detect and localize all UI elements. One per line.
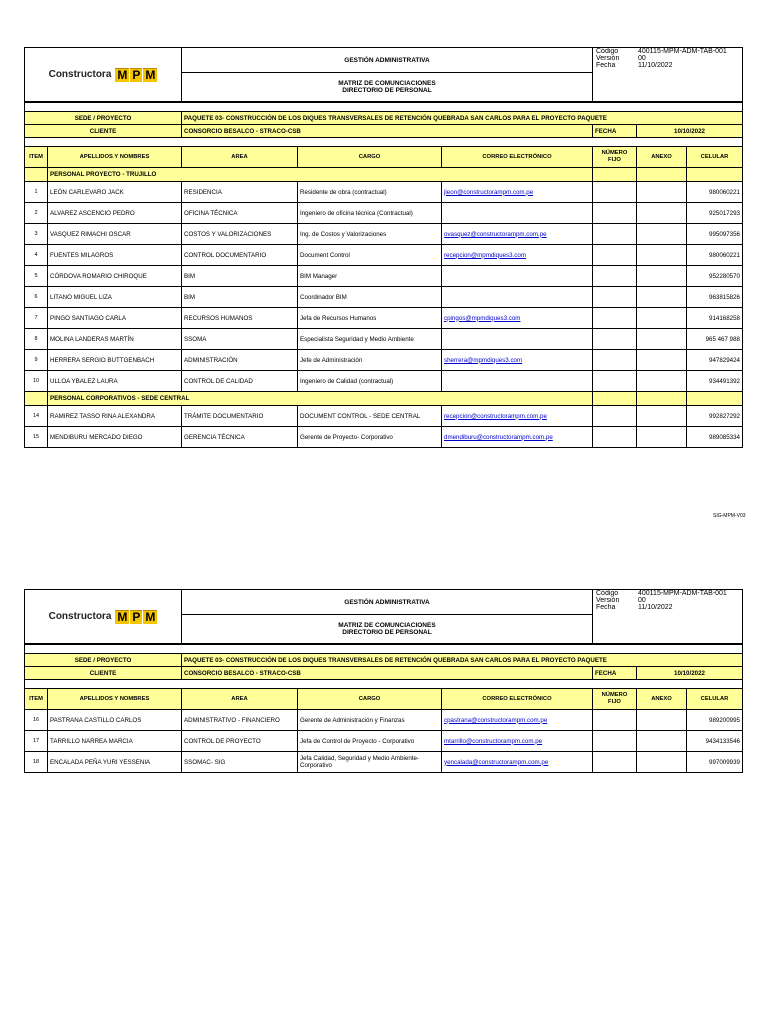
cell-anexo bbox=[637, 245, 687, 266]
cell-correo bbox=[442, 287, 593, 308]
cell-nombre: ALVAREZ ASCENCIO PEDRO bbox=[48, 203, 182, 224]
cell-celular: 992827292 bbox=[687, 406, 743, 427]
email-link[interactable]: dmendiburu@constructorampm.com.pe bbox=[444, 433, 553, 441]
table-row bbox=[25, 371, 743, 392]
company-logo bbox=[25, 590, 182, 644]
group-title: PERSONAL CORPORATIVOS - SEDE CENTRAL bbox=[48, 392, 593, 406]
cell-celular: 989200995 bbox=[687, 710, 743, 731]
cell-nombre: TARRILLO NARREA MARCIA bbox=[48, 731, 182, 752]
cell-cargo: Gerente de Administración y Finanzas bbox=[298, 710, 442, 731]
cell-item: 8 bbox=[25, 329, 48, 350]
cell-area: CONTROL DE PROYECTO bbox=[182, 731, 298, 752]
cell-cargo: Ingeniero de Calidad (contractual) bbox=[298, 371, 442, 392]
document-header-2 bbox=[24, 589, 743, 644]
fecha-project-value: 10/10/2022 bbox=[637, 125, 743, 138]
email-link[interactable]: ovasquez@constructorampm.com.pe bbox=[444, 230, 547, 238]
cell-anexo bbox=[637, 203, 687, 224]
rows-central bbox=[25, 406, 743, 448]
cell-item: 15 bbox=[25, 427, 48, 448]
group-row-central bbox=[25, 392, 743, 406]
table-row bbox=[25, 245, 743, 266]
cell-cargo: Coordinador BIM bbox=[298, 287, 442, 308]
cell-cargo: Document Control bbox=[298, 245, 442, 266]
col-fijo: NÚMERO FIJO bbox=[593, 689, 637, 710]
cell-cargo: Jefe de Administración bbox=[298, 350, 442, 371]
cell-area: CONTROL DOCUMENTARIO bbox=[182, 245, 298, 266]
cell-celular: 952280570 bbox=[687, 266, 743, 287]
cell-anexo bbox=[637, 350, 687, 371]
directory-table-2 bbox=[24, 644, 743, 773]
cell-cargo: BIM Manager bbox=[298, 266, 442, 287]
cliente-value: CONSORCIO BESALCO - STRACO-CSB bbox=[182, 667, 593, 680]
col-fijo: NÚMERO FIJO bbox=[593, 147, 637, 168]
mpm-logo-mark bbox=[115, 68, 157, 82]
department-title: GESTIÓN ADMINISTRATIVA bbox=[182, 590, 593, 615]
cell-fijo bbox=[593, 224, 637, 245]
cliente-label: CLIENTE bbox=[25, 125, 182, 138]
cell-fijo bbox=[593, 308, 637, 329]
cell-nombre: RAMIREZ TASSO RINA ALEXANDRA bbox=[48, 406, 182, 427]
cell-nombre: FUENTES MILAGROS bbox=[48, 245, 182, 266]
fecha-label: Fecha bbox=[596, 604, 616, 611]
title-line-1: MATRIZ DE COMUNCIACIONES bbox=[338, 80, 436, 87]
cell-nombre: VASQUEZ RIMACHI OSCAR bbox=[48, 224, 182, 245]
cell-nombre: ULLOA YBALEZ LAURA bbox=[48, 371, 182, 392]
codigo-value: 400115-MPM-ADM-TAB-001 bbox=[638, 48, 727, 55]
logo-letter: P bbox=[132, 609, 141, 624]
logo-letter: M bbox=[145, 609, 156, 624]
email-link[interactable]: recepcion@mpmdiques3.com bbox=[444, 251, 526, 259]
cell-item: 2 bbox=[25, 203, 48, 224]
cell-correo bbox=[442, 371, 593, 392]
cell-cargo: Ingeniero de oficina técnica (Contractual) bbox=[298, 203, 442, 224]
cell-nombre: LEÓN CARLEVARO JACK bbox=[48, 182, 182, 203]
col-celular: CELULAR bbox=[687, 147, 743, 168]
title-line-2: DIRECTORIO DE PERSONAL bbox=[342, 629, 432, 636]
cell-celular: 914168258 bbox=[687, 308, 743, 329]
document-header bbox=[24, 47, 743, 102]
column-header-row bbox=[25, 689, 743, 710]
col-cargo: CARGO bbox=[298, 689, 442, 710]
col-correo: CORREO ELECTRÓNICO bbox=[442, 689, 593, 710]
col-item: ITEM bbox=[25, 147, 48, 168]
cell-correo bbox=[442, 245, 593, 266]
cell-anexo bbox=[637, 287, 687, 308]
cell-celular: 989085334 bbox=[687, 427, 743, 448]
cell-cargo: Jefa de Recursos Humanos bbox=[298, 308, 442, 329]
cell-area: RECURSOS HUMANOS bbox=[182, 308, 298, 329]
cell-cargo: Especialista Seguridad y Medio Ambiente bbox=[298, 329, 442, 350]
cell-item: 6 bbox=[25, 287, 48, 308]
cliente-value: CONSORCIO BESALCO - STRACO-CSB bbox=[182, 125, 593, 138]
company-name: Constructora bbox=[48, 611, 112, 622]
col-item: ITEM bbox=[25, 689, 48, 710]
cell-area: SSOMA bbox=[182, 329, 298, 350]
codigo-label: Código bbox=[596, 590, 619, 597]
logo-letter: M bbox=[117, 609, 128, 624]
cell-item: 18 bbox=[25, 752, 48, 773]
sede-label: SEDE / PROYECTO bbox=[25, 112, 182, 125]
cell-fijo bbox=[593, 406, 637, 427]
cell-nombre: HERRERA SERGIO BUTTGENBACH bbox=[48, 350, 182, 371]
cell-anexo bbox=[637, 224, 687, 245]
cell-anexo bbox=[637, 731, 687, 752]
cell-area: TRÁMITE DOCUMENTARIO bbox=[182, 406, 298, 427]
cell-item: 3 bbox=[25, 224, 48, 245]
cell-fijo bbox=[593, 329, 637, 350]
col-nombres: APELLIDOS Y NOMBRES bbox=[48, 689, 182, 710]
table-row bbox=[25, 427, 743, 448]
group-row-trujillo bbox=[25, 168, 743, 182]
email-link[interactable]: sherrera@mpmdiques3.com bbox=[444, 356, 523, 364]
table-row bbox=[25, 266, 743, 287]
cell-correo bbox=[442, 182, 593, 203]
company-name: Constructora bbox=[48, 69, 112, 80]
cell-celular: 947829424 bbox=[687, 350, 743, 371]
cell-area: BIM bbox=[182, 266, 298, 287]
title-line-1: MATRIZ DE COMUNCIACIONES bbox=[338, 622, 436, 629]
cell-item: 14 bbox=[25, 406, 48, 427]
cell-fijo bbox=[593, 245, 637, 266]
table-row bbox=[25, 731, 743, 752]
cell-item: 10 bbox=[25, 371, 48, 392]
cell-area: CONTROL DE CALIDAD bbox=[182, 371, 298, 392]
cell-fijo bbox=[593, 287, 637, 308]
cell-area: OFICINA TÉCNICA bbox=[182, 203, 298, 224]
sede-value: PAQUETE 03- CONSTRUCCIÓN DE LOS DIQUES TRANSVERSALES DE RETENCIÓN QUEBRADA SAN CARLOS PARA EL PROYECTO PAQUETE bbox=[182, 654, 743, 667]
cell-cargo: Jefa Calidad, Seguridad y Medio Ambiente- Corporativo bbox=[298, 752, 442, 773]
cell-item: 17 bbox=[25, 731, 48, 752]
col-cargo: CARGO bbox=[298, 147, 442, 168]
col-nombres: APELLIDOS Y NOMBRES bbox=[48, 147, 182, 168]
cell-nombre: CÓRDOVA ROMARIO CHIROQUE bbox=[48, 266, 182, 287]
table-row bbox=[25, 287, 743, 308]
cell-nombre: PASTRANA CASTILLO CARLOS bbox=[48, 710, 182, 731]
cell-correo bbox=[442, 329, 593, 350]
column-header-row bbox=[25, 147, 743, 168]
cell-correo bbox=[442, 266, 593, 287]
cell-area: GERENCIA TÉCNICA bbox=[182, 427, 298, 448]
cell-area: BIM bbox=[182, 287, 298, 308]
cell-area: ADMINISTRATIVO - FINANCIERO bbox=[182, 710, 298, 731]
cell-fijo bbox=[593, 752, 637, 773]
cell-cargo: Residente de obra (contractual) bbox=[298, 182, 442, 203]
cell-item: 4 bbox=[25, 245, 48, 266]
cell-anexo bbox=[637, 371, 687, 392]
cell-fijo bbox=[593, 266, 637, 287]
mpm-logo-mark bbox=[115, 610, 157, 624]
cell-fijo bbox=[593, 350, 637, 371]
logo-letter: M bbox=[117, 67, 128, 82]
sede-label: SEDE / PROYECTO bbox=[25, 654, 182, 667]
cell-item: 9 bbox=[25, 350, 48, 371]
cell-nombre: LITANO MIGUEL LIZA bbox=[48, 287, 182, 308]
document-meta bbox=[593, 48, 743, 102]
col-celular: CELULAR bbox=[687, 689, 743, 710]
table-row bbox=[25, 203, 743, 224]
cell-anexo bbox=[637, 406, 687, 427]
cell-nombre: MENDIBURU MERCADO DIEGO bbox=[48, 427, 182, 448]
rows-page-2 bbox=[25, 710, 743, 773]
version-value: 00 bbox=[638, 55, 646, 62]
cell-fijo bbox=[593, 427, 637, 448]
cell-correo bbox=[442, 406, 593, 427]
cell-area: COSTOS Y VALORIZACIONES bbox=[182, 224, 298, 245]
document-meta bbox=[593, 590, 743, 644]
cell-celular: 963815826 bbox=[687, 287, 743, 308]
logo-letter: P bbox=[132, 67, 141, 82]
cell-area: ADMINISTRACIÓN bbox=[182, 350, 298, 371]
col-area: AREA bbox=[182, 147, 298, 168]
col-anexo: ANEXO bbox=[637, 689, 687, 710]
document-title bbox=[182, 615, 593, 644]
cell-fijo bbox=[593, 731, 637, 752]
cell-anexo bbox=[637, 308, 687, 329]
cell-cargo: Jefa de Control de Proyecto - Corporativo bbox=[298, 731, 442, 752]
rows-trujillo bbox=[25, 182, 743, 392]
cell-anexo bbox=[637, 752, 687, 773]
cell-cargo: Ing. de Costos y Valorizaciones bbox=[298, 224, 442, 245]
cell-anexo bbox=[637, 329, 687, 350]
email-link[interactable]: yencalada@constructorampm.com.pe bbox=[444, 758, 549, 766]
cell-celular: 980060221 bbox=[687, 245, 743, 266]
cell-nombre: ENCALADA PEÑA YURI YESSENIA bbox=[48, 752, 182, 773]
cell-item: 16 bbox=[25, 710, 48, 731]
cell-nombre: PINGO SANTIAGO CARLA bbox=[48, 308, 182, 329]
cell-area: RESIDENCIA bbox=[182, 182, 298, 203]
fecha-project-label: FECHA bbox=[593, 125, 637, 138]
table-row bbox=[25, 329, 743, 350]
group-title: PERSONAL PROYECTO - TRUJILLO bbox=[48, 168, 593, 182]
table-row bbox=[25, 406, 743, 427]
email-link[interactable]: recepcion@constructorampm.com.pe bbox=[444, 412, 547, 420]
cell-anexo bbox=[637, 266, 687, 287]
table-row bbox=[25, 224, 743, 245]
cell-anexo bbox=[637, 182, 687, 203]
cell-item: 1 bbox=[25, 182, 48, 203]
cell-fijo bbox=[593, 371, 637, 392]
cell-correo bbox=[442, 350, 593, 371]
table-row bbox=[25, 710, 743, 731]
email-link[interactable]: cpingos@mpmdiques3.com bbox=[444, 314, 521, 322]
version-value: 00 bbox=[638, 597, 646, 604]
cell-correo bbox=[442, 224, 593, 245]
fecha-value: 11/10/2022 bbox=[638, 604, 673, 611]
cell-correo bbox=[442, 710, 593, 731]
cell-anexo bbox=[637, 710, 687, 731]
version-label: Versión bbox=[596, 55, 620, 62]
email-link[interactable]: cpastrana@constructorampm.com.pe bbox=[444, 716, 548, 724]
cell-celular: 934491392 bbox=[687, 371, 743, 392]
col-area: AREA bbox=[182, 689, 298, 710]
company-logo bbox=[25, 48, 182, 102]
cell-cargo: Gerente de Proyecto- Corporativo bbox=[298, 427, 442, 448]
codigo-label: Código bbox=[596, 48, 619, 55]
cell-nombre: MOLINA LANDERAS MARTÍN bbox=[48, 329, 182, 350]
logo-letter: M bbox=[145, 67, 156, 82]
fecha-value: 11/10/2022 bbox=[638, 62, 673, 69]
cell-cargo: DOCUMENT CONTROL - SEDE CENTRAL bbox=[298, 406, 442, 427]
cell-fijo bbox=[593, 182, 637, 203]
cell-correo bbox=[442, 752, 593, 773]
cell-item: 5 bbox=[25, 266, 48, 287]
department-title: GESTIÓN ADMINISTRATIVA bbox=[182, 48, 593, 73]
fecha-project-value: 10/10/2022 bbox=[637, 667, 743, 680]
cell-fijo bbox=[593, 710, 637, 731]
col-correo: CORREO ELECTRÓNICO bbox=[442, 147, 593, 168]
table-row bbox=[25, 308, 743, 329]
col-anexo: ANEXO bbox=[637, 147, 687, 168]
footer-code: SIG-MPM-V03 bbox=[713, 513, 746, 519]
cell-correo bbox=[442, 427, 593, 448]
cell-area: SSOMAC- SIG bbox=[182, 752, 298, 773]
cell-anexo bbox=[637, 427, 687, 448]
table-row bbox=[25, 752, 743, 773]
document-title bbox=[182, 73, 593, 102]
cell-celular: 995097356 bbox=[687, 224, 743, 245]
cliente-label: CLIENTE bbox=[25, 667, 182, 680]
table-row bbox=[25, 182, 743, 203]
sheet-page-2 bbox=[24, 589, 742, 773]
email-link[interactable]: mtarrillo@constructorampm.com.pe bbox=[444, 737, 543, 745]
cell-celular: 925017293 bbox=[687, 203, 743, 224]
cell-correo bbox=[442, 731, 593, 752]
cell-celular: 980060221 bbox=[687, 182, 743, 203]
sede-value: PAQUETE 03- CONSTRUCCIÓN DE LOS DIQUES TRANSVERSALES DE RETENCIÓN QUEBRADA SAN CARLOS PARA EL PROYECTO PAQUETE bbox=[182, 112, 743, 125]
table-row bbox=[25, 350, 743, 371]
cell-fijo bbox=[593, 203, 637, 224]
cell-celular: 965 467 988 bbox=[687, 329, 743, 350]
cell-celular: 9434133546 bbox=[687, 731, 743, 752]
cell-correo bbox=[442, 308, 593, 329]
codigo-value: 400115-MPM-ADM-TAB-001 bbox=[638, 590, 727, 597]
title-line-2: DIRECTORIO DE PERSONAL bbox=[342, 87, 432, 94]
version-label: Versión bbox=[596, 597, 620, 604]
email-link[interactable]: jleon@constructorampm.com.pe bbox=[444, 188, 534, 196]
directory-table bbox=[24, 102, 743, 452]
sheet-page-1 bbox=[24, 47, 742, 452]
fecha-label: Fecha bbox=[596, 62, 616, 69]
fecha-project-label: FECHA bbox=[593, 667, 637, 680]
cell-item: 7 bbox=[25, 308, 48, 329]
cell-celular: 997009939 bbox=[687, 752, 743, 773]
cell-correo bbox=[442, 203, 593, 224]
